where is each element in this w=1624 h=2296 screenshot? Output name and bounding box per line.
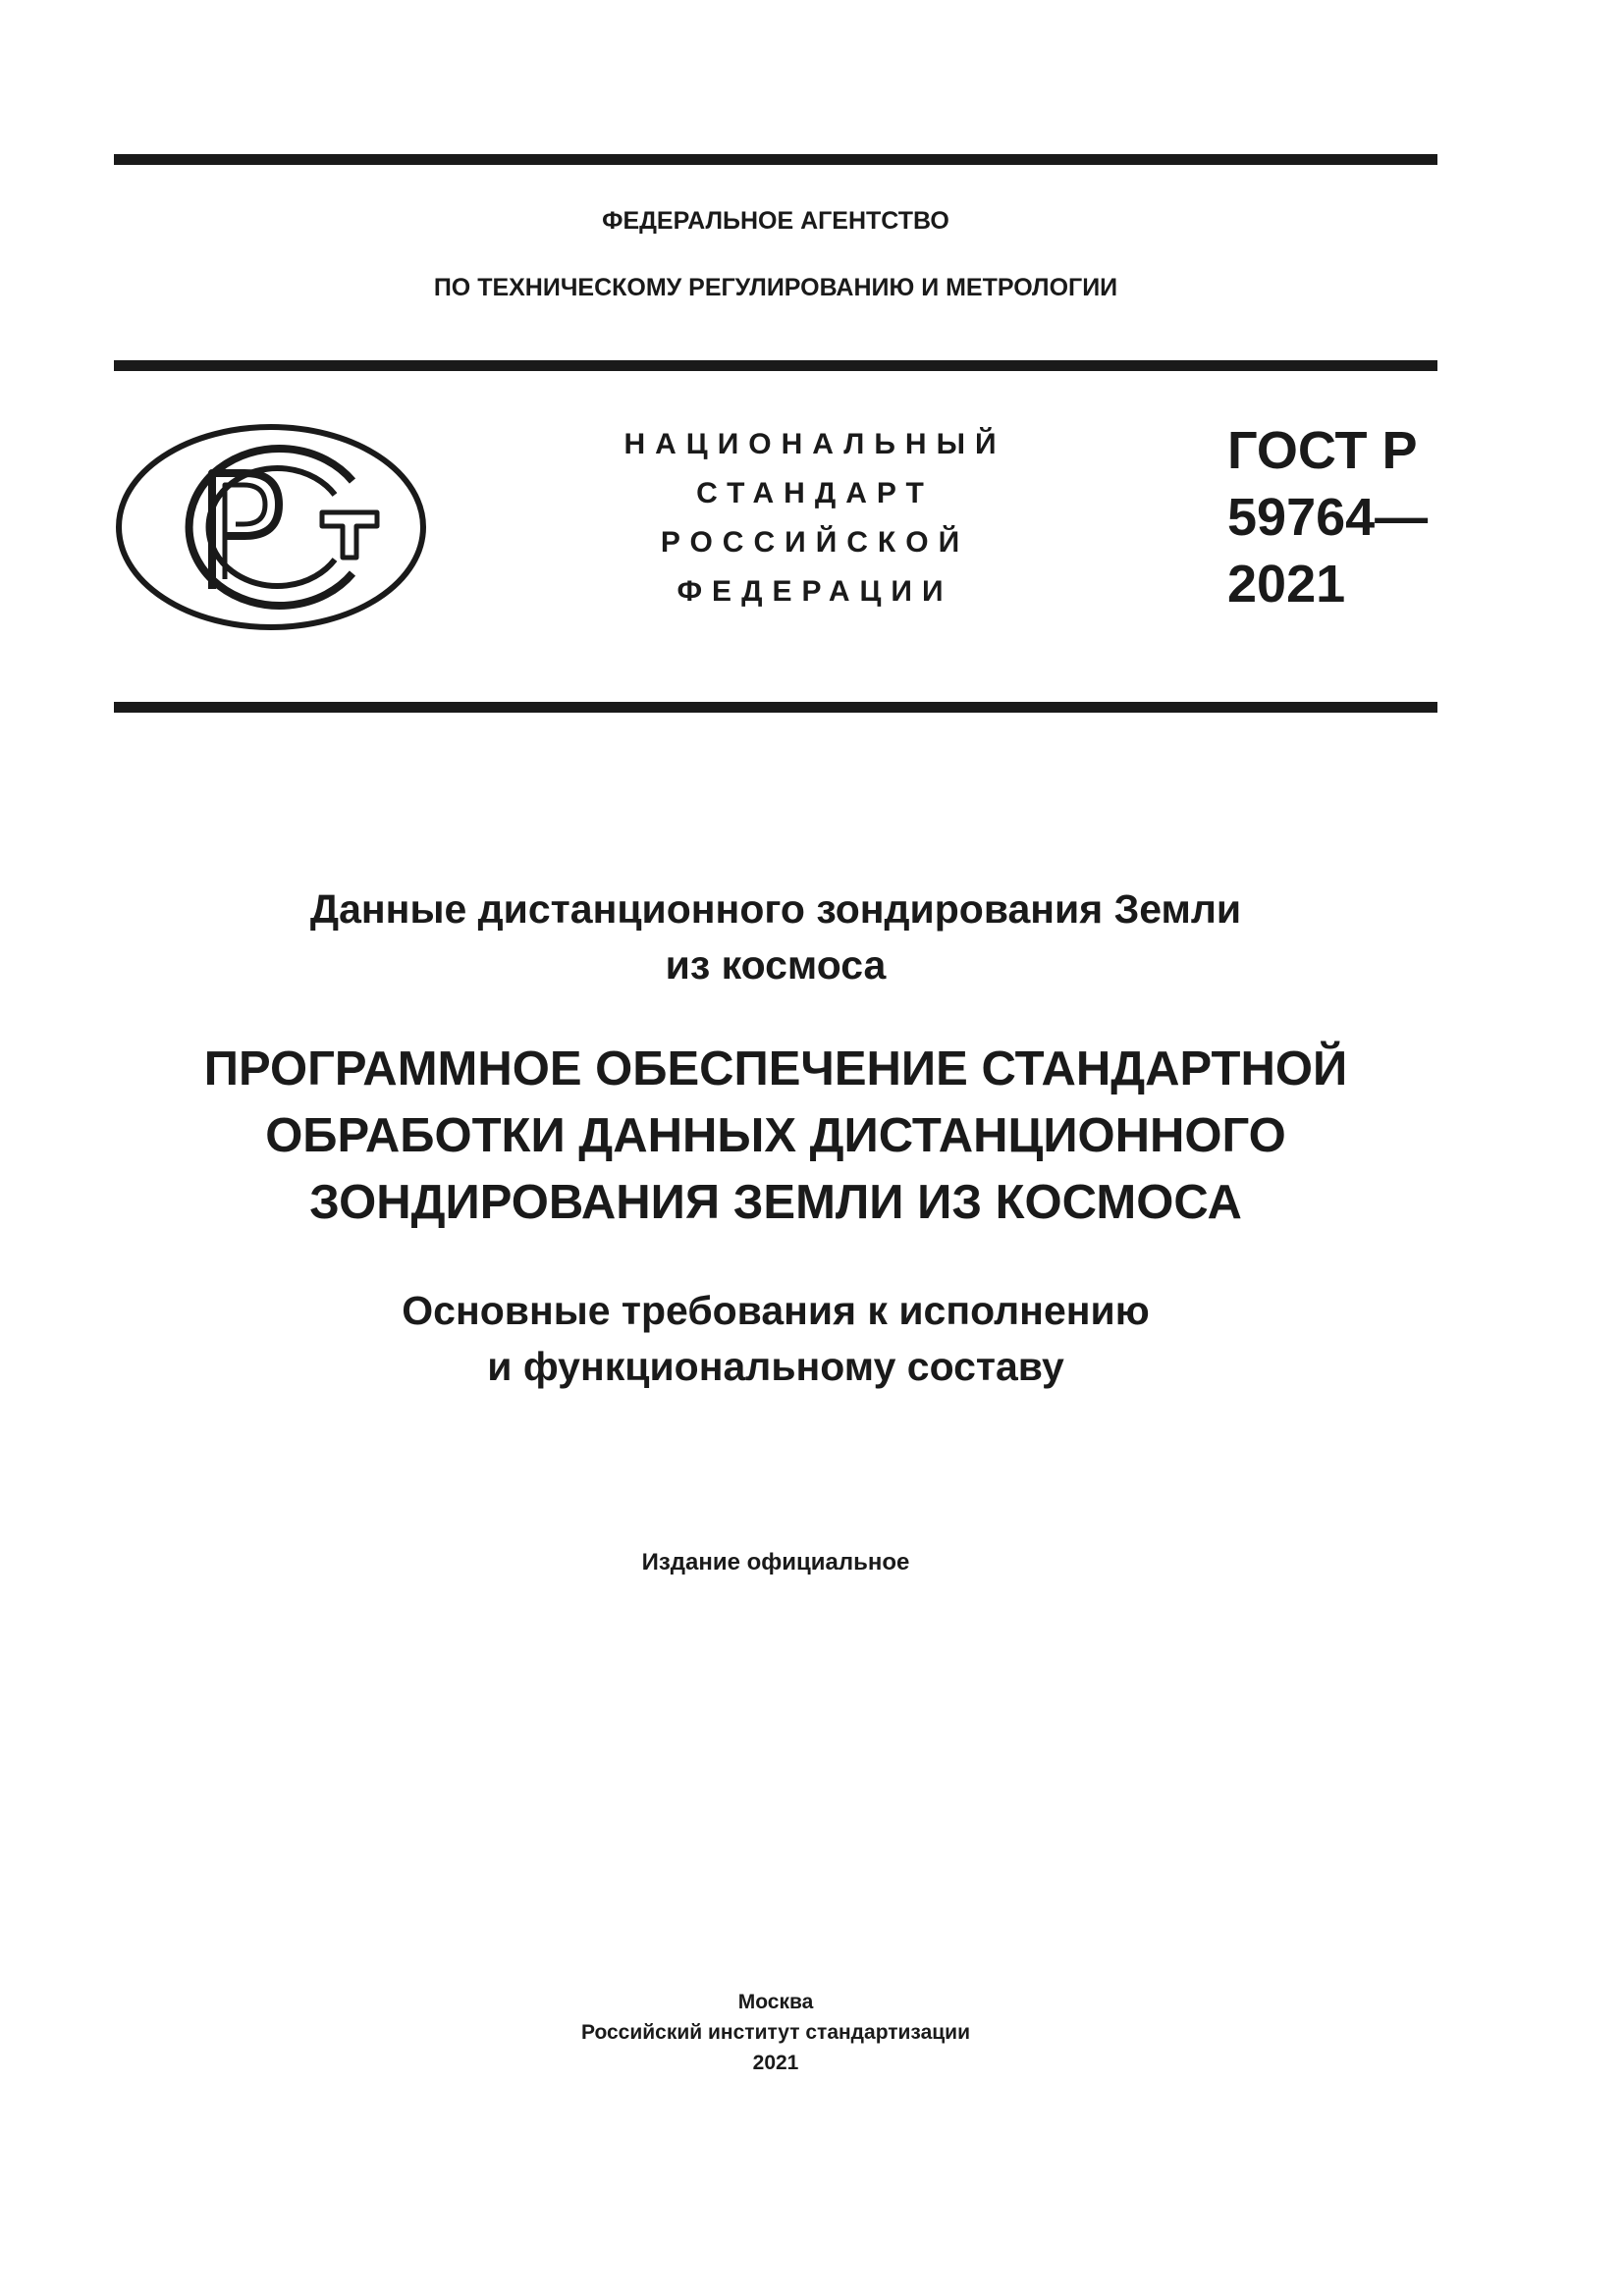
designation-line: 2021 [1227,555,1346,614]
designation-line: ГОСТ Р [1227,421,1418,480]
imprint-year: 2021 [752,2052,799,2074]
main-title-line: ПРОГРАММНОЕ ОБЕСПЕЧЕНИЕ СТАНДАРТНОЙ [203,1042,1348,1095]
title-rule [114,702,1437,713]
header-rule [114,360,1437,371]
imprint-city: Москва [737,1991,814,2013]
rst-certification-mark-icon [114,422,428,632]
top-rule [114,154,1437,165]
national-standard-line: РОССИЙСКОЙ [660,526,970,559]
main-title-line: ЗОНДИРОВАНИЯ ЗЕМЛИ ИЗ КОСМОСА [309,1176,1242,1229]
subject-title-line: из космоса [665,942,887,988]
designation-line: 59764— [1227,488,1429,547]
national-standard-line: ФЕДЕРАЦИИ [677,575,953,608]
imprint [114,1987,1437,2078]
aspect-title [114,1283,1437,1395]
national-standard-line: СТАНДАРТ [696,477,934,509]
standard-designation [1227,417,1428,617]
subject-title-line: Данные дистанционного зондирования Земли [309,886,1242,932]
aspect-title-line: Основные требования к исполнению [402,1288,1150,1333]
aspect-title-line: и функциональному составу [487,1344,1064,1389]
edition-label: Издание официальное [641,1549,910,1575]
main-title [114,1036,1437,1236]
agency-name-line-2: ПО ТЕХНИЧЕСКОМУ РЕГУЛИРОВАНИЮ И МЕТРОЛОГИИ [433,274,1118,301]
subject-title [114,881,1437,993]
main-title-line: ОБРАБОТКИ ДАННЫХ ДИСТАНЦИОННОГО [265,1109,1286,1162]
imprint-publisher: Российский институт стандартизации [580,2021,971,2044]
national-standard-line: НАЦИОНАЛЬНЫЙ [623,428,1006,460]
national-standard-label [589,420,1041,616]
agency-name-line-1: ФЕДЕРАЛЬНОЕ АГЕНТСТВО [602,207,949,235]
